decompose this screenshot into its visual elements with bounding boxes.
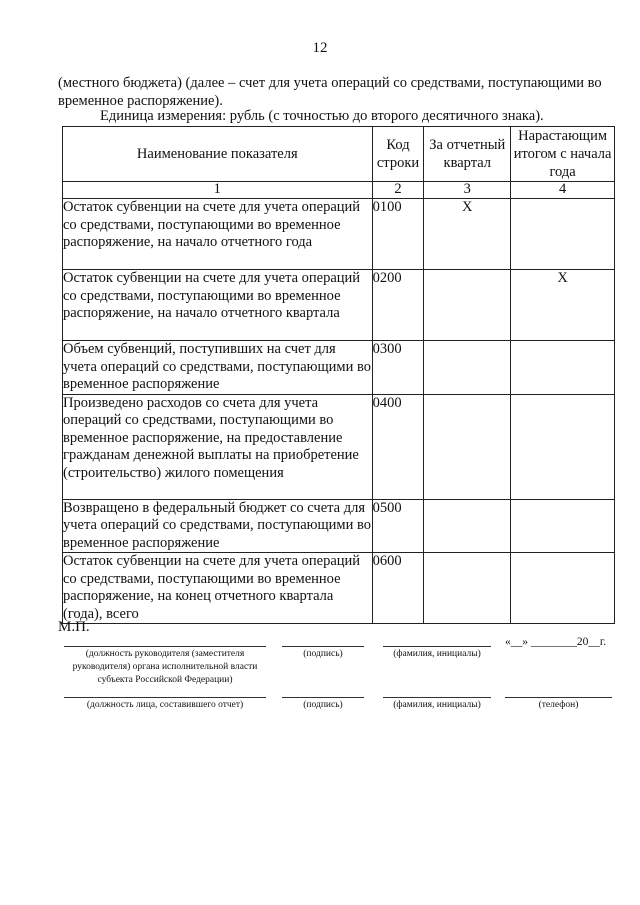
page-number: 12 <box>312 40 328 56</box>
row-cumulative-value: X <box>511 270 615 341</box>
row-cumulative-value <box>511 499 615 553</box>
units-text: Единица измерения: рубль (с точностью до второго десятичного знака). <box>100 108 544 124</box>
row-quarter-value: X <box>424 199 511 270</box>
header-cumulative: Нарастающим итогом с начала года <box>511 127 615 182</box>
preparer-signature-caption: (подпись) <box>303 700 343 710</box>
table-row <box>63 341 615 395</box>
row-name: Остаток субвенции на счете для учета операций со средствами, поступающими во временное распоряжение, на конец отчетного квартала (года), всего <box>63 553 373 624</box>
row-name: Произведено расходов со счета для учета операций со средствами, поступающими во временное распоряжение, на предоставление гражданам денежной выплаты на приобретение (строительство) жилого помещения <box>63 394 373 499</box>
header-quarter: За отчетный квартал <box>424 127 511 182</box>
preparer-name-line <box>383 697 491 698</box>
row-cumulative-value <box>511 553 615 624</box>
preparer-position-caption: (должность лица, составившего отчет) <box>86 700 244 710</box>
preparer-phone-line <box>505 697 612 698</box>
row-quarter-value <box>424 394 511 499</box>
row-name: Остаток субвенции на счете для учета операций со средствами, поступающими во временное распоряжение, на начало отчетного года <box>63 199 373 270</box>
column-number: 4 <box>511 182 615 199</box>
row-quarter-value <box>424 341 511 395</box>
row-quarter-value <box>424 270 511 341</box>
report-table <box>62 126 615 624</box>
row-cumulative-value <box>511 394 615 499</box>
column-number: 3 <box>424 182 511 199</box>
preparer-name-caption: (фамилия, инициалы) <box>393 700 481 710</box>
intro-text: (местного бюджета) (далее – счет для учета операций со средствами, поступающими во временное распоряжение). <box>58 75 602 109</box>
table-header-row <box>63 127 615 182</box>
column-number: 2 <box>372 182 424 199</box>
report-date-field: «__» ________20__г. <box>505 636 607 648</box>
head-position-caption: (должность руководителя (заместителя руководителя) органа исполнительной власти субъекта Российской Федерации) <box>72 649 258 685</box>
column-number-row <box>63 182 615 199</box>
preparer-signature-line <box>282 697 364 698</box>
table-row <box>63 270 615 341</box>
row-name: Возвращено в федеральный бюджет со счета для учета операций со средствами, поступающими во временное распоряжение <box>63 499 371 551</box>
header-line-code: Код строки <box>372 127 424 182</box>
stamp-label: М.П. <box>58 619 90 635</box>
row-code: 0500 <box>372 499 424 553</box>
head-position-line <box>64 646 266 647</box>
preparer-phone-caption: (телефон) <box>538 700 579 710</box>
row-name: Остаток субвенции на счете для учета операций со средствами, поступающими во временное распоряжение, на начало отчетного квартала <box>63 270 373 341</box>
head-name-line <box>383 646 491 647</box>
row-quarter-value <box>424 499 511 553</box>
header-indicator-name: Наименование показателя <box>63 127 373 182</box>
table-row <box>63 199 615 270</box>
row-name: Объем субвенций, поступивших на счет для учета операций со средствами, поступающими во временное распоряжение <box>63 341 371 392</box>
table-row <box>63 394 615 499</box>
row-code: 0600 <box>372 553 424 624</box>
preparer-position-line <box>64 697 266 698</box>
table-row <box>63 499 615 553</box>
head-signature-caption: (подпись) <box>303 649 343 659</box>
row-code: 0100 <box>372 199 424 270</box>
row-quarter-value <box>424 553 511 624</box>
row-code: 0300 <box>372 341 424 395</box>
head-name-caption: (фамилия, инициалы) <box>393 649 481 659</box>
row-cumulative-value <box>511 199 615 270</box>
table-row <box>63 553 615 624</box>
row-code: 0200 <box>372 270 424 341</box>
row-cumulative-value <box>511 341 615 395</box>
row-code: 0400 <box>372 394 424 499</box>
column-number: 1 <box>63 182 373 199</box>
head-signature-line <box>282 646 364 647</box>
